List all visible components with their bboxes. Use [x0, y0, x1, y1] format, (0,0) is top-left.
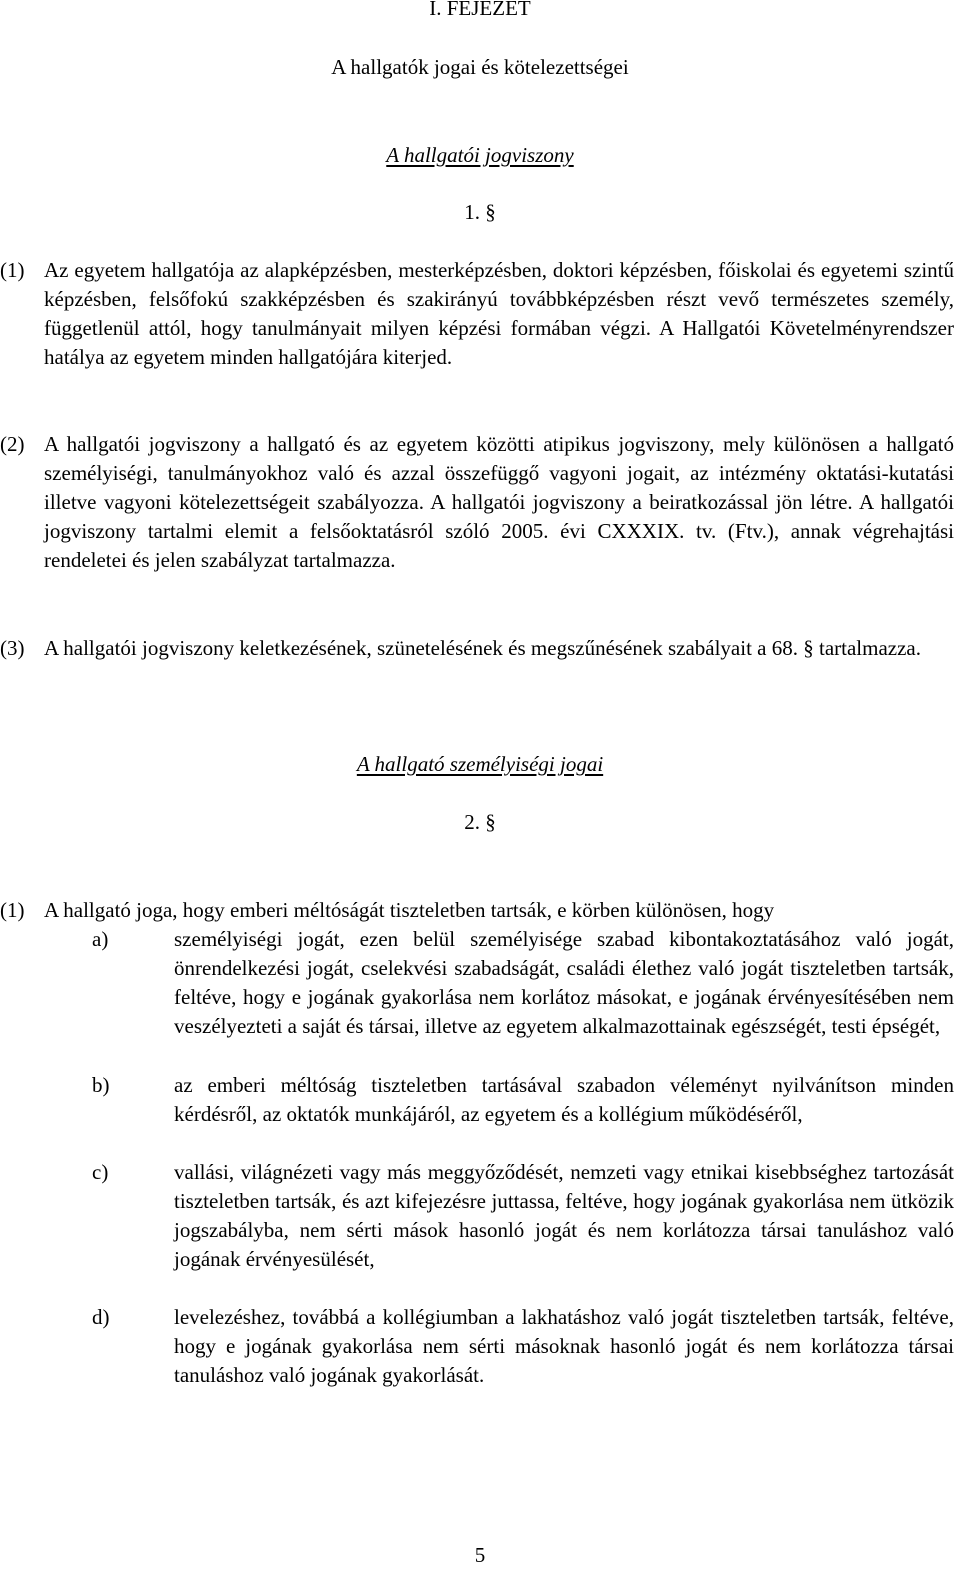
list-item-label: b): [92, 1073, 110, 1097]
list-item-label: d): [92, 1305, 110, 1329]
section-title: A hallgató személyiségi jogai: [356, 752, 604, 776]
paragraph-text: Az egyetem hallgatója az alapképzésben, mesterképzésben, doktori képzésben, főiskolai és egyetemi szintű képzésben, felsőfokú szakképzésben és szakirányú továbbképzésben részt vevő természetes személy, függetlenül attól, hogy tanulmányait milyen képzési formában végzi. A Hallgatói Követelményrendszer hatálya az egyetem minden hallgatójára kiterjed.: [44, 258, 954, 369]
page-number: 5: [474, 1543, 486, 1567]
chapter-heading: I. FEJEZET: [429, 0, 531, 20]
list-item-text: az emberi méltóság tiszteletben tartásával szabadon véleményt nyilvánítson minden kérdésről, az oktatók munkájáról, az egyetem és a kollégium működéséről,: [174, 1073, 954, 1126]
section-title: A hallgatói jogviszony: [386, 143, 574, 167]
section-number: 2. §: [464, 810, 496, 834]
section-number: 1. §: [464, 200, 496, 224]
paragraph-number: (2): [0, 432, 25, 456]
paragraph-number: (1): [0, 258, 25, 282]
paragraph-number: (1): [0, 898, 25, 922]
list-item-text: személyiségi jogát, ezen belül személyisége szabad kibontakoztatásához való jogát, önrendelkezési jogát, cselekvési szabadságát, családi élethez való jogát tiszteletben tartsák, feltéve, hogy e jogának gyakorlása nem korlátoz másokat, e jogának érvényesítésében nem veszélyezteti a saját és társai, illetve az egyetem alkalmazottainak egészségét, testi épségét,: [174, 927, 954, 1038]
paragraph-text: A hallgatói jogviszony a hallgató és az egyetem közötti atipikus jogviszony, mely különösen a hallgató személyiségi, tanulmányokhoz való és azzal összefüggő vagyoni jogait, az intézmény oktatási-kutatási illetve vagyoni kötelezettségeit szabályozza. A hallgatói jogviszony a beiratkozással jön létre. A hallgatói jogviszony tartalmi elemit a felsőoktatásról szóló 2005. évi CXXXIX. tv. (Ftv.), annak végrehajtási rendeletei és jelen szabályzat tartalmazza.: [44, 432, 954, 572]
list-item-label: a): [92, 927, 109, 951]
chapter-title: A hallgatók jogai és kötelezettségei: [331, 55, 629, 79]
list-item-label: c): [92, 1160, 109, 1184]
paragraph-text: A hallgatói jogviszony keletkezésének, szünetelésének és megszűnésének szabályait a 68. § tartalmazza.: [44, 636, 921, 660]
list-item-text: vallási, világnézeti vagy más meggyőződését, nemzeti vagy etnikai kisebbséghez tartozását tiszteletben tartsák, és azt kifejezésre juttassa, feltéve, hogy jogának gyakorlása nem ütközik jogszabályba, nem sérti mások hasonló jogát és nem korlátozza társai tanuláshoz való jogának érvényesülését,: [174, 1160, 954, 1271]
paragraph-text: A hallgató joga, hogy emberi méltóságát tiszteletben tartsák, e körben különösen, hogy: [44, 898, 775, 922]
paragraph-number: (3): [0, 636, 25, 660]
list-item-text: levelezéshez, továbbá a kollégiumban a lakhatáshoz való jogát tiszteletben tartsák, feltéve, hogy e jogának gyakorlása nem sérti másoknak hasonló jogát és nem korlátozza társai tanuláshoz való jogának gyakorlását.: [174, 1305, 954, 1387]
